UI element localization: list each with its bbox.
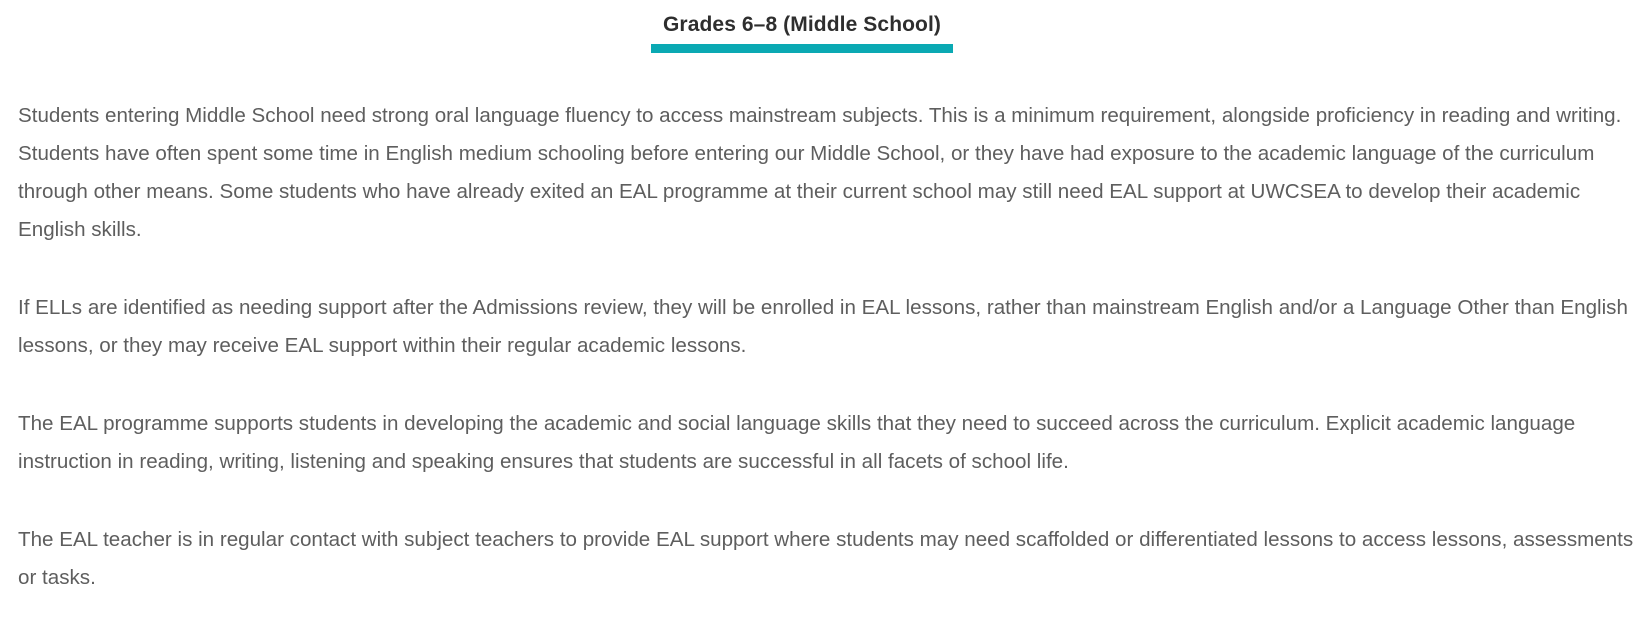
- paragraph-eal-teacher: The EAL teacher is in regular contact with subject teachers to provide EAL support where students may need scaffolded or differentiated lessons to access lessons, assessments or tasks.: [18, 528, 1634, 589]
- section-title: Grades 6–8 (Middle School): [663, 13, 941, 36]
- active-tab-underline: [651, 44, 953, 53]
- section-content: [18, 97, 1638, 637]
- paragraph-eal-programme: The EAL programme supports students in developing the academic and social language skills that they need to succeed across the curriculum. Explicit academic language instruction in reading, writing, listening and speaking ensures that students are successful in all facets of school life.: [18, 412, 1576, 473]
- section-tab[interactable]: [651, 10, 953, 53]
- paragraph-ell-support: If ELLs are identified as needing support after the Admissions review, they will be enrolled in EAL lessons, rather than mainstream English and/or a Language Other than English lessons, or they may receive EAL support within their regular academic lessons.: [18, 296, 1628, 357]
- paragraph-entry-requirements: Students entering Middle School need strong oral language fluency to access mainstream subjects. This is a minimum requirement, alongside proficiency in reading and writing. Students have often spent some time in English medium schooling before entering our Middle School, or they have had exposure to the academic language of the curriculum through other means. Some students who have already exited an EAL programme at their current school may still need EAL support at UWCSEA to develop their academic English skills.: [18, 104, 1622, 241]
